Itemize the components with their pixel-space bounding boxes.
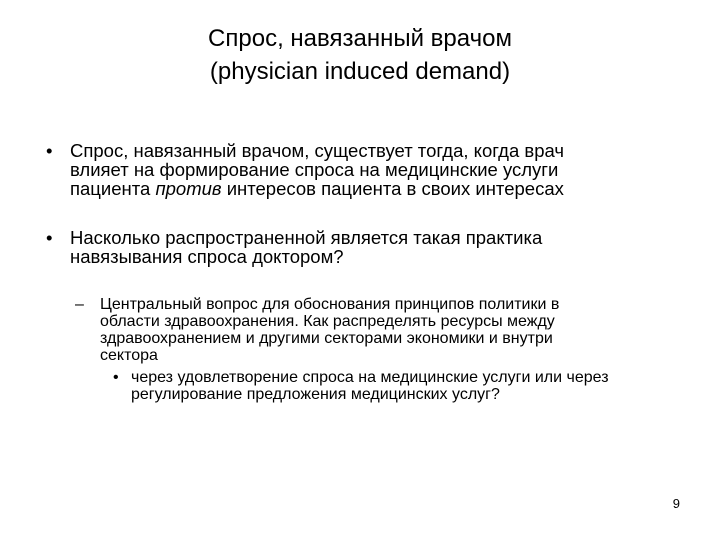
- nested-bullet-line: регулирование предложения медицинских услуг?: [131, 386, 500, 403]
- bullet-line: влияет на формирование спроса на медицинские услуги: [70, 159, 559, 180]
- title-line-2: (physician induced demand): [209, 58, 511, 85]
- bullet-text: [70, 228, 650, 266]
- dash-marker: –: [75, 296, 84, 313]
- bullet-line: Спрос, навязанный врачом, существует тогда, когда врач: [70, 140, 565, 161]
- page-number: 9: [672, 496, 680, 511]
- emphasized-word: против: [155, 178, 222, 199]
- title-line-1: Спрос, навязанный врачом: [208, 25, 512, 52]
- bullet-line: Насколько распространенной является такая практика: [70, 227, 543, 248]
- sub-bullet-line: области здравоохранения. Как распределять ресурсы между: [100, 313, 555, 330]
- text-segment: интересов пациента в своих интересах: [221, 178, 564, 199]
- bullet-marker: •: [46, 227, 53, 248]
- nested-bullet-text: [131, 369, 691, 403]
- bullet-line: навязывания спроса доктором?: [70, 246, 344, 267]
- sub-bullet-text: [100, 296, 660, 364]
- sub-bullet-line: здравоохранением и другими секторами экономики и внутри: [100, 330, 553, 347]
- slide-title: [60, 22, 660, 88]
- sub-bullet-line: Центральный вопрос для обоснования принципов политики в: [100, 296, 560, 313]
- text-segment: пациента: [70, 178, 156, 199]
- bullet-marker: •: [113, 369, 119, 386]
- bullet-marker: •: [46, 140, 53, 161]
- nested-bullet-line: через удовлетворение спроса на медицинские услуги или через: [131, 369, 609, 386]
- bullet-line: [70, 179, 650, 198]
- sub-bullet-line: сектора: [100, 347, 158, 364]
- bullet-text: [70, 141, 650, 198]
